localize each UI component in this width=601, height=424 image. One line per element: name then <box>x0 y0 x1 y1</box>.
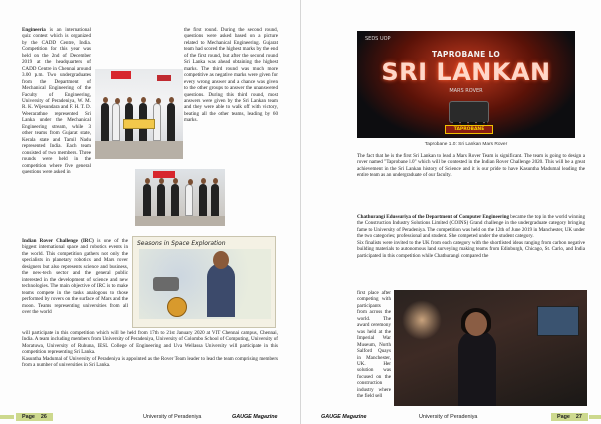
rover-graphic <box>449 101 489 123</box>
engineeria-team-photo <box>135 169 225 226</box>
page-number-left <box>16 413 53 421</box>
rover-graphic <box>153 277 179 291</box>
prize-cheque <box>123 119 155 129</box>
stage-floor <box>135 216 225 226</box>
page-label: Page <box>557 414 570 420</box>
presentation-screen <box>537 306 579 336</box>
person <box>112 103 120 141</box>
hero-subtitle: MARS ROVER <box>449 88 483 94</box>
page-number: 27 <box>575 414 582 420</box>
hero-tag: TAPROBANE <box>445 125 493 134</box>
hero-title: SRI LANKAN <box>381 58 551 86</box>
footer-university: University of Peradeniya <box>419 414 478 420</box>
irc-closing-text: Kasuntha Madumal of University of Peradeniya is appointed as the Rover Team leader to lead the team comprising members from a number of universities in Sri Lanka. <box>22 355 278 369</box>
chathu-narrow-col <box>357 290 391 408</box>
chathu-full-width <box>357 214 585 288</box>
page-number-right <box>551 413 588 421</box>
footer-magazine: GAUGE Magazine <box>321 414 367 420</box>
page-number: 26 <box>40 414 47 420</box>
hero-caption: Taprobane 1.0: Sri Lankan Mars Rover <box>424 142 508 147</box>
chathu-full-text: became the top in the world winning the Construction Industry Solutions Limited (COINS) Grand challenge in the undergraduate category bringing fame to University of Peradeniya. The competition was held on the 12th of June 2019 in Manchester, UK under the two categories; professional and student. She competed under the student category. <box>357 214 585 240</box>
cadd-banner-2 <box>157 75 171 81</box>
seds-logo: SEDS UOP <box>365 36 391 42</box>
engineeria-col2-top <box>184 27 278 124</box>
student-head <box>213 251 229 269</box>
person <box>167 103 175 141</box>
person <box>185 184 193 216</box>
chathu-lead: Chathurangi Edussuriya of the Department of Computer Engineering <box>357 214 510 220</box>
right-footer <box>301 410 601 424</box>
person <box>143 184 151 216</box>
footer-strip <box>0 415 14 419</box>
page-label: Page <box>22 414 35 420</box>
irc-full-text: will participate in this competition which will be held from 17th to 21st January 2020 at VIT Chennai campus, Chennai, India. A team including members from University of Peradeniya, University of Colombo School of Computing, University of Moratuwa, University of Ruhuna, IESL College of Engineering and Uva Wellassa University will participate in this competition representing Sri Lanka. <box>22 330 278 356</box>
stage-floor <box>95 141 183 159</box>
chathu-narrow-text: first place after competing with participants from across the world. The award ceremony was held at the Imperial War Museum, North Salford Quays in Manchester, UK. Her solution was focused on the construction industry where the field sell <box>357 290 391 400</box>
footer-strip <box>589 415 601 419</box>
person <box>211 184 219 216</box>
stage-light <box>402 300 442 340</box>
irc-lead: Indian Rover Challenge (IRC) <box>22 238 94 244</box>
student-figure <box>207 263 235 317</box>
irc-poster-photo <box>132 236 276 328</box>
person <box>171 184 179 216</box>
chathurangi-photo <box>394 290 587 406</box>
speaker-head <box>465 312 487 336</box>
footer-magazine: GAUGE Magazine <box>232 414 278 420</box>
engineeria-col1-text: is an international quiz contest which is organized by the CADD Centre, India. Competition for this year was held on the 2nd of December 2019 at the headquarters of CADD Centre in Chennai around 3.00 p.m. Two undergraduates from the Department of Mechanical Engineering of the Faculty of Engineering, University of Peradeniya, W. M. R. K. Wijesundara and F. H. T. D. Weerarathne represented Sri Lanka under the Mechanical Engineering stream, while 3 other teams from Gujarat state, Kerala state and Tamil Nadu represented India. Each team consisted of two members. Three rounds were held in the competition where five general questions were asked in <box>22 27 91 175</box>
rover-paragraph <box>357 153 585 197</box>
irc-col1-text: is one of the biggest international space and robotics events in the world. This competition gathers not only the specialists in planetary robotics and Mars rover designers but also represents science and business, the new-tech sector and the general public interested in the development of science and new technologies. The main objective of IRC is to make teams compete in the tasks analogous to those performed by rovers on the surface of Mars and the moon. Teams representing universities from all over the world <box>22 238 128 315</box>
hero-brand: TAPROBANE LO <box>431 50 500 59</box>
engineeria-award-photo <box>95 69 183 159</box>
left-page <box>0 0 300 424</box>
left-footer <box>0 410 300 424</box>
footer-university: University of Peradeniya <box>143 414 202 420</box>
person <box>199 184 207 216</box>
person <box>157 184 165 216</box>
speaker-figure <box>458 330 496 406</box>
poster-title: Seasons in Space Exploration <box>137 240 226 247</box>
engineeria-col1 <box>22 27 91 227</box>
sri-lanka-badge <box>167 297 187 317</box>
rover-text: The fact that he is the first Sri Lankan to lead a Mars Rover Team is significant. The team is going to design a rover named "Taprobane l.0" which will be contested in the Indian Rover Challenge 2020. This will be a great achievement in the Sri Lankan history of Science and it is our pride to have Kasuntha Madumal leading the entire team as an undergraduate of our faculty. <box>357 153 585 179</box>
engineeria-col2: the first round. During the second round, questions were asked based on a picture related to Mechanical Engineering. Gujarat team had scored the highest marks by the end of the first round, but after the second round Sri Lanka was ahead obtaining the highest marks. The third round was much more competitive as negative marks were given for every wrong answer and a chance was given to the other groups to answer the unanswered questions. During this third round, most answers were given by the Sri Lankan team and they were able to walk off with victory, beating all the other teams, leading by 60 marks. <box>184 27 278 124</box>
person <box>101 103 109 141</box>
taprobane-hero-image <box>357 31 575 138</box>
cadd-banner <box>153 171 175 178</box>
right-page <box>300 0 600 424</box>
irc-col1 <box>22 238 128 328</box>
engineeria-lead: Engineeria <box>22 27 46 33</box>
cadd-banner <box>111 71 131 79</box>
irc-full-width <box>22 330 278 410</box>
chathu-para2: Six finalists were invited to the UK from each category with the shortlisted ideas ranging from carbon negative building materials to autonomous land surveying making teams from Edinburgh, Chicago, St. Carlo, and India participated in this competition while Chathurangi compared the <box>357 239 585 259</box>
